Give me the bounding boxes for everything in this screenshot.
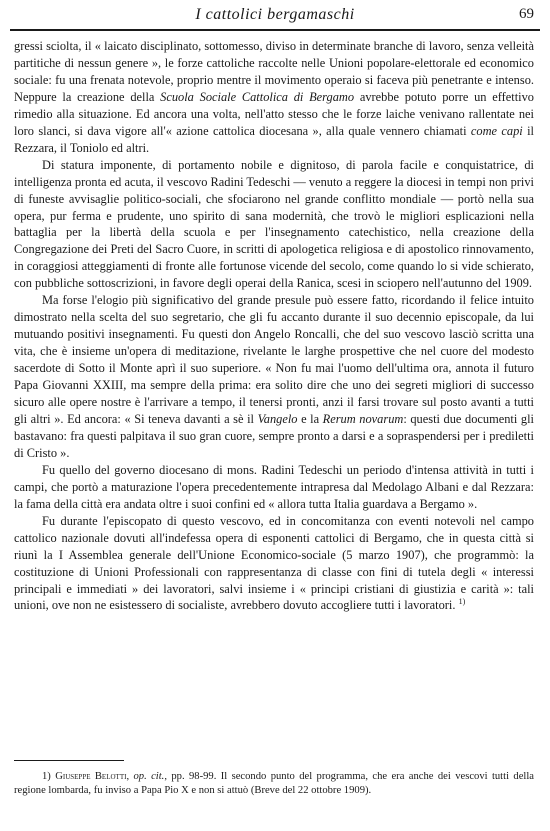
footnote bbox=[14, 770, 534, 798]
italic-text: Rerum novarum bbox=[322, 411, 404, 426]
italic-text: come capi bbox=[470, 123, 523, 138]
text-run: avrebbe potuto porre un effettivo rimedio alla situazione. Ed ancora una volta, nell'atto stesso che le forze laiche venivano rallentate nei loro slanci, si dava vigore all'« azione cattolica diocesana », alla quale vennero chiamati bbox=[14, 89, 534, 138]
text-run: , pp. 98-99. Il secondo punto del programma, che era anche dei vescovi tutti della regione lombarda, fu inviso a Papa Pio X e non si attuò (Breve del 22 ottobre 1909). bbox=[14, 771, 534, 796]
text-run: Fu durante l'episcopato di questo vescovo, ed in concomitanza con eventi notevoli nel campo cattolico nazionale dovuti all'indefessa opera di esponenti cattolici di Bergamo, che in questa città si riunì la I Assemblea generale dell'Unione Economico-sociale (5 marzo 1907), che programmò: la costituzione di Unioni Professionali con rappresentanza di classe con fini di tutela degli « interessi principali e immediati » dei lavoratori, salvi insieme i « principi cristiani di giustizia e carità »: tali unioni, ove non ne esistessero di socialiste, avrebbero dovuto accogliere tutti i lavoratori. bbox=[14, 513, 534, 613]
text-run: il Rezzara, il Toniolo ed altri. bbox=[14, 123, 534, 155]
text-run: Fu quello del governo diocesano di mons. Radini Tedeschi un periodo d'intensa attività in tutti i campi, che portò a maturazione l'opera precedentemente intrapresa dal Medolago Albani e dal Rezzara: la fama della città era andata oltre i suoi confini ed « allora tutta Italia guardava a Bergamo ». bbox=[14, 462, 534, 511]
author-name: Giuseppe Belotti bbox=[55, 771, 127, 782]
text-run: 1) bbox=[42, 771, 56, 782]
text-run: Di statura imponente, di portamento nobile e dignitoso, di parola facile e conquistatrice, di intelligenza pronta ed acuta, il vescovo Radini Tedeschi — venuto a reggere la diocesi in tempi non privi di funeste avvisaglie politico-sociali, che sfociarono nel grande conflitto mondiale — portò nella sua opera, pur ferma e prudente, uno spirito di sana modernità, che trovò le migliori esplicazioni nella battaglia per la libertà della scuola e per l'insegnamento catechistico, nella creazione della Congregazione dei Preti del Sacro Cuore, in scritti di apologetica religiosa e di apostolico rinnovamento, in coraggiosi atteggiamenti di fronte alle fortunose vicende del secolo, come quando lo si vide schierato, con pubbliche sottoscrizioni, in favore degli operai della Ranica, scesi in sciopero nell'autunno del 1909. bbox=[14, 157, 534, 291]
text-run: e la bbox=[297, 411, 323, 426]
footnote-rule bbox=[14, 760, 124, 761]
text-run: gressi scioltа, il « laicato disciplinato, sottomesso, diviso in determinate branche di lavoro, senza velleità partitiche di nessun genere », le forze cattoliche raccolte nelle Unioni popolare-elettorale ed economico sociale: fu una frenata notevole, proprio mentre il movimento operaio si faceva più penetrante e intenso. Neppure la creazione della bbox=[14, 39, 534, 104]
text-run: : questi due documenti gli bastavano: fra questi palpitava il suo gran cuore, sempre pronto a darsi e a sopraspendersi per i prediletti di Cristo ». bbox=[14, 411, 534, 460]
running-title: I cattolici bergamaschi bbox=[195, 6, 355, 23]
page-number: 69 bbox=[519, 6, 534, 22]
paragraph bbox=[14, 292, 534, 462]
paragraph bbox=[14, 157, 534, 293]
body-text bbox=[14, 38, 534, 614]
italic-text: op. cit. bbox=[133, 771, 165, 782]
page-header bbox=[0, 0, 550, 34]
header-rule bbox=[10, 29, 540, 31]
paragraph bbox=[14, 38, 534, 157]
italic-text: Vangelo bbox=[257, 411, 298, 426]
paragraph bbox=[14, 462, 534, 513]
paragraph bbox=[14, 513, 534, 615]
text-run: Ma forse l'elogio più significativo del grande presule può essere fatto, ricordando il felice intuito dimostrato nella scelta del suo segretario, che gli fu accanto durante il suo decennio episcopale, da lui mutuando positivi insegnamenti. Fu questi don Angelo Roncalli, che del suo vescovo lasciò scritta una vita, che è insieme un'opera di meditazione, rivelante le larghe prospettive che nel cuore del modesto sacerdote di Sotto il Monte aprì il suo superiore. « Non fu mai l'uomo dell'ultima ora, annota il futuro Papa Giovanni XXIII, ma sempre della prima: era solito dire che uno dei segreti migliori di successo sicuro alle opere nostre è l'arrivare a tempo, il tenersi pronti, anzi il farsi trovare sul posto avanti a tutti gli altri ». Ed ancora: « Si teneva davanti a sè il bbox=[14, 293, 534, 426]
italic-text: Scuola Sociale Cattolica di Bergamo bbox=[160, 89, 355, 104]
text-run: , bbox=[126, 771, 134, 782]
footnote-reference: 1) bbox=[458, 597, 466, 607]
